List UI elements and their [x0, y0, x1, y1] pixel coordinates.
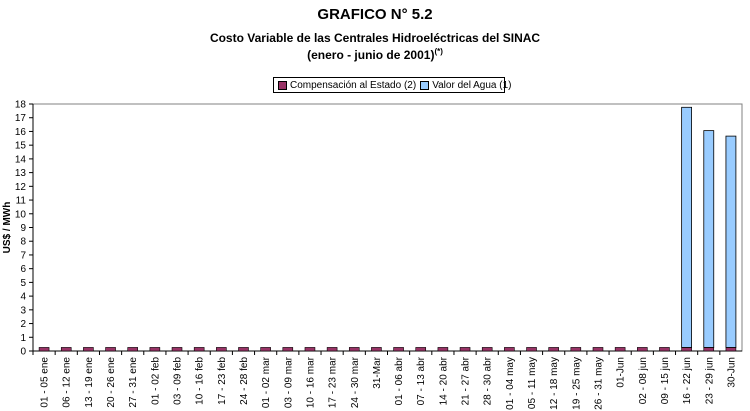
- x-tick-label: 26 - 31 may: [593, 357, 605, 410]
- x-tick-label: 24 - 30 mar: [349, 357, 361, 409]
- bar-compensacion: [682, 347, 692, 351]
- bar-compensacion: [394, 347, 404, 351]
- bar-compensacion: [504, 347, 514, 351]
- plot-area: [33, 104, 742, 351]
- x-tick-label: 17 - 23 feb: [216, 357, 228, 405]
- bar-compensacion: [416, 347, 426, 351]
- y-tick-label: 3: [20, 305, 26, 317]
- x-tick-label: 21 - 27 abr: [460, 357, 472, 406]
- bar-compensacion: [482, 347, 492, 351]
- bar-compensacion: [659, 347, 669, 351]
- bar-compensacion: [83, 347, 93, 351]
- bar-compensacion: [283, 347, 293, 351]
- y-tick-label: 11: [15, 195, 26, 207]
- bar-compensacion: [216, 347, 226, 351]
- bar-compensacion: [571, 347, 581, 351]
- x-tick-label: 03 - 09 mar: [283, 357, 295, 409]
- bar-valor-agua: [704, 131, 714, 348]
- y-tick-label: 8: [20, 236, 26, 248]
- x-tick-label: 19 - 25 may: [571, 357, 583, 410]
- x-tick-label: 02 - 08 jun: [637, 357, 649, 405]
- x-tick-label: 28 - 30 abr: [482, 357, 494, 406]
- bar-compensacion: [438, 347, 448, 351]
- x-tick-label: 05 - 11 may: [527, 357, 539, 410]
- x-tick-label: 24 - 28 feb: [238, 357, 250, 405]
- chart-period-text: (enero - junio de 2001): [307, 48, 435, 62]
- bar-compensacion: [549, 347, 559, 351]
- x-tick-label: 12 - 18 may: [549, 357, 561, 410]
- bar-compensacion: [593, 347, 603, 351]
- bar-compensacion: [128, 347, 138, 351]
- bar-compensacion: [194, 347, 204, 351]
- x-tick-label: 01-Jun: [615, 357, 627, 388]
- y-tick-label: 17: [14, 113, 26, 125]
- y-tick-label: 10: [14, 209, 26, 221]
- bar-compensacion: [615, 347, 625, 351]
- y-axis-label: US$ / MWh: [2, 201, 13, 254]
- x-tick-label: 23 - 29 jun: [704, 357, 716, 405]
- bar-compensacion: [305, 347, 315, 351]
- x-tick-label: 14 - 20 abr: [438, 357, 450, 406]
- y-tick-label: 6: [20, 264, 26, 276]
- y-tick-label: 1: [20, 332, 26, 344]
- bar-compensacion: [637, 347, 647, 351]
- bar-compensacion: [150, 347, 160, 351]
- y-tick-label: 5: [20, 277, 26, 289]
- x-tick-label: 06 - 12 ene: [61, 357, 73, 408]
- bar-compensacion: [726, 347, 736, 351]
- x-tick-label: 07 - 13 abr: [416, 357, 428, 406]
- x-tick-label: 17 - 23 mar: [327, 357, 339, 409]
- y-tick-label: 7: [20, 250, 26, 262]
- y-tick-label: 16: [14, 126, 26, 138]
- y-tick-label: 4: [20, 291, 26, 303]
- x-tick-label: 13 - 19 ene: [83, 357, 95, 408]
- x-tick-label: 01 - 05 ene: [39, 357, 51, 408]
- bar-compensacion: [172, 347, 182, 351]
- x-tick-label: 10 - 16 feb: [194, 357, 206, 405]
- x-tick-label: 01 - 02 feb: [150, 357, 162, 405]
- chart-period-note: (*): [434, 47, 443, 56]
- bar-compensacion: [61, 347, 71, 351]
- x-tick-label: 09 - 15 jun: [659, 357, 671, 405]
- bar-valor-agua: [682, 107, 692, 347]
- x-tick-label: 31-Mar: [371, 357, 383, 389]
- x-tick-label: 30-Jun: [726, 357, 738, 388]
- x-tick-label: 01 - 02 mar: [261, 357, 273, 409]
- bar-compensacion: [106, 347, 116, 351]
- y-tick-label: 12: [14, 181, 26, 193]
- bar-compensacion: [460, 347, 470, 351]
- bar-valor-agua: [726, 136, 736, 347]
- y-tick-label: 0: [20, 346, 26, 358]
- chart-title: GRAFICO N° 5.2: [317, 6, 433, 23]
- bar-compensacion: [238, 347, 248, 351]
- x-tick-label: 03 - 09 feb: [172, 357, 184, 405]
- legend-label-valor-agua: Valor del Agua (1): [432, 79, 512, 91]
- legend-label-compensacion: Compensación al Estado (2): [290, 79, 417, 91]
- chart-subtitle: Costo Variable de las Centrales Hidroeléctricas del SINAC: [209, 31, 541, 45]
- bar-compensacion: [527, 347, 537, 351]
- x-tick-label: 01 - 04 may: [504, 357, 516, 410]
- y-tick-label: 2: [20, 319, 26, 331]
- y-tick-label: 15: [14, 140, 26, 152]
- y-tick-label: 14: [14, 154, 26, 166]
- bar-compensacion: [261, 347, 271, 351]
- y-tick-label: 13: [14, 168, 26, 180]
- bar-compensacion: [704, 347, 714, 351]
- x-tick-label: 27 - 31 ene: [128, 357, 140, 408]
- y-tick-label: 18: [14, 99, 26, 111]
- x-tick-label: 01 - 06 abr: [394, 357, 406, 406]
- bar-compensacion: [349, 347, 359, 351]
- x-tick-label: 10 - 16 mar: [305, 357, 317, 409]
- bar-compensacion: [327, 347, 337, 351]
- y-tick-label: 9: [20, 223, 26, 234]
- x-tick-label: 16 - 22 jun: [682, 357, 694, 405]
- x-tick-label: 20 - 26 ene: [106, 357, 118, 408]
- bar-compensacion: [39, 347, 49, 351]
- bar-compensacion: [371, 347, 381, 351]
